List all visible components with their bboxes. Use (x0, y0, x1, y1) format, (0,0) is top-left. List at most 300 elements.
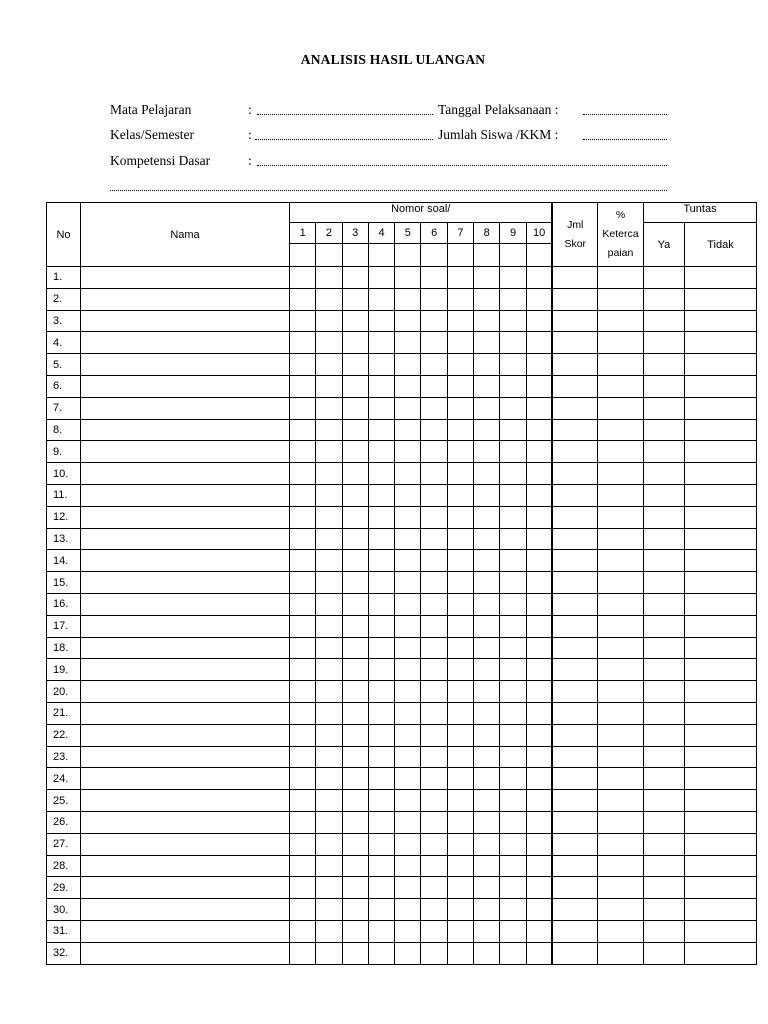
field-jumlah-siswa-kkm[interactable] (583, 139, 667, 140)
tidak-cell[interactable] (684, 506, 756, 528)
percent-cell[interactable] (597, 811, 643, 833)
score-cell-q9[interactable] (500, 419, 526, 441)
score-cell-q10[interactable] (526, 615, 552, 637)
score-cell-q2[interactable] (316, 441, 342, 463)
total-score-cell[interactable] (552, 419, 597, 441)
score-cell-q3[interactable] (342, 724, 368, 746)
ya-cell[interactable] (643, 681, 684, 703)
name-cell[interactable] (81, 942, 290, 964)
score-cell-q4[interactable] (368, 310, 394, 332)
percent-cell[interactable] (597, 746, 643, 768)
score-cell-q10[interactable] (526, 724, 552, 746)
score-cell-q10[interactable] (526, 419, 552, 441)
score-cell-q7[interactable] (447, 659, 473, 681)
score-cell-q3[interactable] (342, 484, 368, 506)
ya-cell[interactable] (643, 811, 684, 833)
ya-cell[interactable] (643, 790, 684, 812)
score-cell-q7[interactable] (447, 463, 473, 485)
score-cell-q10[interactable] (526, 768, 552, 790)
total-score-cell[interactable] (552, 354, 597, 376)
score-cell-q9[interactable] (500, 702, 526, 724)
score-cell-q9[interactable] (500, 746, 526, 768)
score-cell-q1[interactable] (290, 484, 316, 506)
score-cell-q4[interactable] (368, 877, 394, 899)
score-cell-q3[interactable] (342, 528, 368, 550)
score-cell-q8[interactable] (474, 463, 500, 485)
score-cell-q3[interactable] (342, 375, 368, 397)
score-cell-q8[interactable] (474, 920, 500, 942)
score-cell-q3[interactable] (342, 659, 368, 681)
name-cell[interactable] (81, 288, 290, 310)
score-cell-q6[interactable] (421, 768, 447, 790)
score-cell-q5[interactable] (395, 267, 421, 289)
score-cell-q9[interactable] (500, 550, 526, 572)
total-score-cell[interactable] (552, 288, 597, 310)
score-cell-q1[interactable] (290, 463, 316, 485)
score-cell-q1[interactable] (290, 506, 316, 528)
name-cell[interactable] (81, 702, 290, 724)
score-cell-q10[interactable] (526, 441, 552, 463)
score-cell-q2[interactable] (316, 593, 342, 615)
score-cell-q7[interactable] (447, 942, 473, 964)
tidak-cell[interactable] (684, 528, 756, 550)
score-cell-q1[interactable] (290, 637, 316, 659)
score-cell-q6[interactable] (421, 877, 447, 899)
score-cell-q8[interactable] (474, 702, 500, 724)
score-cell-q2[interactable] (316, 724, 342, 746)
name-cell[interactable] (81, 593, 290, 615)
score-cell-q5[interactable] (395, 659, 421, 681)
score-cell-q10[interactable] (526, 484, 552, 506)
percent-cell[interactable] (597, 790, 643, 812)
score-cell-q8[interactable] (474, 332, 500, 354)
score-cell-q1[interactable] (290, 681, 316, 703)
percent-cell[interactable] (597, 877, 643, 899)
score-cell-q6[interactable] (421, 354, 447, 376)
tidak-cell[interactable] (684, 419, 756, 441)
percent-cell[interactable] (597, 768, 643, 790)
tidak-cell[interactable] (684, 702, 756, 724)
total-score-cell[interactable] (552, 855, 597, 877)
score-cell-q4[interactable] (368, 441, 394, 463)
score-cell-q4[interactable] (368, 484, 394, 506)
score-cell-q2[interactable] (316, 681, 342, 703)
score-cell-q6[interactable] (421, 397, 447, 419)
score-cell-q1[interactable] (290, 397, 316, 419)
score-cell-q10[interactable] (526, 899, 552, 921)
score-cell-q4[interactable] (368, 615, 394, 637)
score-cell-q9[interactable] (500, 615, 526, 637)
tidak-cell[interactable] (684, 441, 756, 463)
score-cell-q3[interactable] (342, 855, 368, 877)
score-cell-q6[interactable] (421, 528, 447, 550)
total-score-cell[interactable] (552, 463, 597, 485)
ya-cell[interactable] (643, 855, 684, 877)
name-cell[interactable] (81, 899, 290, 921)
ya-cell[interactable] (643, 528, 684, 550)
ya-cell[interactable] (643, 332, 684, 354)
score-cell-q9[interactable] (500, 920, 526, 942)
score-cell-q8[interactable] (474, 397, 500, 419)
total-score-cell[interactable] (552, 310, 597, 332)
ya-cell[interactable] (643, 375, 684, 397)
field-tanggal-pelaksanaan[interactable] (583, 114, 667, 115)
score-cell-q4[interactable] (368, 855, 394, 877)
score-cell-q6[interactable] (421, 811, 447, 833)
ya-cell[interactable] (643, 637, 684, 659)
ya-cell[interactable] (643, 354, 684, 376)
score-cell-q8[interactable] (474, 855, 500, 877)
score-cell-q9[interactable] (500, 332, 526, 354)
name-cell[interactable] (81, 332, 290, 354)
score-cell-q10[interactable] (526, 702, 552, 724)
percent-cell[interactable] (597, 681, 643, 703)
score-cell-q2[interactable] (316, 397, 342, 419)
tidak-cell[interactable] (684, 550, 756, 572)
score-cell-q10[interactable] (526, 354, 552, 376)
score-cell-q7[interactable] (447, 811, 473, 833)
score-cell-q8[interactable] (474, 899, 500, 921)
score-cell-q7[interactable] (447, 288, 473, 310)
total-score-cell[interactable] (552, 397, 597, 419)
score-cell-q10[interactable] (526, 811, 552, 833)
score-cell-q4[interactable] (368, 746, 394, 768)
score-cell-q10[interactable] (526, 593, 552, 615)
score-cell-q4[interactable] (368, 593, 394, 615)
score-cell-q2[interactable] (316, 790, 342, 812)
score-cell-q2[interactable] (316, 899, 342, 921)
score-cell-q10[interactable] (526, 681, 552, 703)
score-cell-q7[interactable] (447, 397, 473, 419)
name-cell[interactable] (81, 419, 290, 441)
score-cell-q4[interactable] (368, 267, 394, 289)
score-cell-q8[interactable] (474, 724, 500, 746)
score-cell-q1[interactable] (290, 375, 316, 397)
percent-cell[interactable] (597, 310, 643, 332)
score-cell-q9[interactable] (500, 768, 526, 790)
score-cell-q9[interactable] (500, 354, 526, 376)
score-cell-q6[interactable] (421, 681, 447, 703)
score-cell-q9[interactable] (500, 659, 526, 681)
score-cell-q10[interactable] (526, 332, 552, 354)
score-cell-q8[interactable] (474, 615, 500, 637)
ya-cell[interactable] (643, 463, 684, 485)
score-cell-q10[interactable] (526, 572, 552, 594)
score-cell-q1[interactable] (290, 855, 316, 877)
percent-cell[interactable] (597, 702, 643, 724)
total-score-cell[interactable] (552, 332, 597, 354)
score-cell-q3[interactable] (342, 572, 368, 594)
score-cell-q5[interactable] (395, 768, 421, 790)
score-cell-q7[interactable] (447, 267, 473, 289)
score-cell-q4[interactable] (368, 702, 394, 724)
total-score-cell[interactable] (552, 768, 597, 790)
score-cell-q10[interactable] (526, 528, 552, 550)
score-cell-q2[interactable] (316, 637, 342, 659)
score-cell-q7[interactable] (447, 877, 473, 899)
score-cell-q6[interactable] (421, 615, 447, 637)
score-cell-q6[interactable] (421, 310, 447, 332)
score-cell-q1[interactable] (290, 593, 316, 615)
percent-cell[interactable] (597, 484, 643, 506)
score-cell-q7[interactable] (447, 855, 473, 877)
percent-cell[interactable] (597, 375, 643, 397)
score-cell-q9[interactable] (500, 942, 526, 964)
tidak-cell[interactable] (684, 724, 756, 746)
score-cell-q5[interactable] (395, 419, 421, 441)
score-cell-q1[interactable] (290, 528, 316, 550)
score-cell-q7[interactable] (447, 484, 473, 506)
score-cell-q6[interactable] (421, 484, 447, 506)
score-cell-q3[interactable] (342, 463, 368, 485)
name-cell[interactable] (81, 397, 290, 419)
score-cell-q9[interactable] (500, 681, 526, 703)
score-cell-q9[interactable] (500, 397, 526, 419)
tidak-cell[interactable] (684, 310, 756, 332)
score-cell-q6[interactable] (421, 790, 447, 812)
score-cell-q9[interactable] (500, 375, 526, 397)
percent-cell[interactable] (597, 288, 643, 310)
ya-cell[interactable] (643, 397, 684, 419)
score-cell-q10[interactable] (526, 942, 552, 964)
ya-cell[interactable] (643, 506, 684, 528)
tidak-cell[interactable] (684, 375, 756, 397)
ya-cell[interactable] (643, 615, 684, 637)
percent-cell[interactable] (597, 572, 643, 594)
total-score-cell[interactable] (552, 528, 597, 550)
total-score-cell[interactable] (552, 615, 597, 637)
total-score-cell[interactable] (552, 811, 597, 833)
tidak-cell[interactable] (684, 463, 756, 485)
tidak-cell[interactable] (684, 484, 756, 506)
score-cell-q3[interactable] (342, 550, 368, 572)
tidak-cell[interactable] (684, 681, 756, 703)
score-cell-q3[interactable] (342, 942, 368, 964)
percent-cell[interactable] (597, 593, 643, 615)
score-cell-q9[interactable] (500, 463, 526, 485)
name-cell[interactable] (81, 659, 290, 681)
score-cell-q5[interactable] (395, 484, 421, 506)
score-cell-q2[interactable] (316, 528, 342, 550)
score-cell-q6[interactable] (421, 942, 447, 964)
score-cell-q4[interactable] (368, 419, 394, 441)
percent-cell[interactable] (597, 659, 643, 681)
score-cell-q5[interactable] (395, 528, 421, 550)
score-cell-q7[interactable] (447, 637, 473, 659)
score-cell-q8[interactable] (474, 288, 500, 310)
percent-cell[interactable] (597, 899, 643, 921)
name-cell[interactable] (81, 681, 290, 703)
percent-cell[interactable] (597, 724, 643, 746)
score-cell-q9[interactable] (500, 441, 526, 463)
ya-cell[interactable] (643, 441, 684, 463)
percent-cell[interactable] (597, 441, 643, 463)
score-cell-q3[interactable] (342, 615, 368, 637)
score-cell-q4[interactable] (368, 463, 394, 485)
field-kompetensi-dasar[interactable] (257, 165, 667, 166)
score-cell-q7[interactable] (447, 702, 473, 724)
total-score-cell[interactable] (552, 267, 597, 289)
score-cell-q2[interactable] (316, 855, 342, 877)
total-score-cell[interactable] (552, 375, 597, 397)
score-cell-q10[interactable] (526, 855, 552, 877)
score-cell-q5[interactable] (395, 920, 421, 942)
score-cell-q5[interactable] (395, 855, 421, 877)
name-cell[interactable] (81, 484, 290, 506)
score-cell-q2[interactable] (316, 419, 342, 441)
score-cell-q8[interactable] (474, 659, 500, 681)
score-cell-q1[interactable] (290, 659, 316, 681)
score-cell-q9[interactable] (500, 506, 526, 528)
score-cell-q7[interactable] (447, 572, 473, 594)
score-cell-q6[interactable] (421, 572, 447, 594)
tidak-cell[interactable] (684, 790, 756, 812)
score-cell-q5[interactable] (395, 615, 421, 637)
score-cell-q3[interactable] (342, 332, 368, 354)
percent-cell[interactable] (597, 855, 643, 877)
score-cell-q4[interactable] (368, 899, 394, 921)
score-cell-q8[interactable] (474, 593, 500, 615)
score-cell-q3[interactable] (342, 790, 368, 812)
name-cell[interactable] (81, 746, 290, 768)
score-cell-q5[interactable] (395, 942, 421, 964)
score-cell-q1[interactable] (290, 615, 316, 637)
score-cell-q1[interactable] (290, 790, 316, 812)
score-cell-q7[interactable] (447, 899, 473, 921)
score-cell-q2[interactable] (316, 354, 342, 376)
percent-cell[interactable] (597, 419, 643, 441)
score-cell-q2[interactable] (316, 659, 342, 681)
total-score-cell[interactable] (552, 637, 597, 659)
score-cell-q9[interactable] (500, 267, 526, 289)
ya-cell[interactable] (643, 484, 684, 506)
score-cell-q1[interactable] (290, 833, 316, 855)
score-cell-q6[interactable] (421, 855, 447, 877)
name-cell[interactable] (81, 267, 290, 289)
score-cell-q3[interactable] (342, 920, 368, 942)
score-cell-q8[interactable] (474, 484, 500, 506)
score-cell-q2[interactable] (316, 920, 342, 942)
score-cell-q10[interactable] (526, 550, 552, 572)
field-kelas-semester[interactable] (255, 139, 433, 140)
score-cell-q7[interactable] (447, 920, 473, 942)
score-cell-q5[interactable] (395, 811, 421, 833)
score-cell-q10[interactable] (526, 310, 552, 332)
score-cell-q4[interactable] (368, 920, 394, 942)
score-cell-q9[interactable] (500, 637, 526, 659)
score-cell-q1[interactable] (290, 310, 316, 332)
name-cell[interactable] (81, 550, 290, 572)
score-cell-q2[interactable] (316, 702, 342, 724)
score-cell-q1[interactable] (290, 877, 316, 899)
total-score-cell[interactable] (552, 681, 597, 703)
score-cell-q2[interactable] (316, 288, 342, 310)
score-cell-q5[interactable] (395, 724, 421, 746)
score-cell-q9[interactable] (500, 310, 526, 332)
tidak-cell[interactable] (684, 942, 756, 964)
tidak-cell[interactable] (684, 877, 756, 899)
score-cell-q3[interactable] (342, 288, 368, 310)
field-mata-pelajaran[interactable] (257, 114, 433, 115)
score-cell-q9[interactable] (500, 855, 526, 877)
score-cell-q7[interactable] (447, 375, 473, 397)
name-cell[interactable] (81, 833, 290, 855)
score-cell-q5[interactable] (395, 332, 421, 354)
score-cell-q8[interactable] (474, 572, 500, 594)
ya-cell[interactable] (643, 877, 684, 899)
name-cell[interactable] (81, 877, 290, 899)
score-cell-q4[interactable] (368, 288, 394, 310)
name-cell[interactable] (81, 920, 290, 942)
tidak-cell[interactable] (684, 267, 756, 289)
score-cell-q4[interactable] (368, 572, 394, 594)
score-cell-q10[interactable] (526, 746, 552, 768)
score-cell-q5[interactable] (395, 790, 421, 812)
score-cell-q2[interactable] (316, 572, 342, 594)
score-cell-q8[interactable] (474, 506, 500, 528)
score-cell-q2[interactable] (316, 310, 342, 332)
tidak-cell[interactable] (684, 746, 756, 768)
score-cell-q5[interactable] (395, 463, 421, 485)
score-cell-q10[interactable] (526, 506, 552, 528)
score-cell-q7[interactable] (447, 506, 473, 528)
total-score-cell[interactable] (552, 506, 597, 528)
score-cell-q5[interactable] (395, 833, 421, 855)
score-cell-q1[interactable] (290, 768, 316, 790)
name-cell[interactable] (81, 790, 290, 812)
score-cell-q5[interactable] (395, 310, 421, 332)
score-cell-q6[interactable] (421, 746, 447, 768)
percent-cell[interactable] (597, 267, 643, 289)
score-cell-q4[interactable] (368, 397, 394, 419)
score-cell-q5[interactable] (395, 506, 421, 528)
score-cell-q7[interactable] (447, 593, 473, 615)
score-cell-q6[interactable] (421, 593, 447, 615)
score-cell-q6[interactable] (421, 506, 447, 528)
ya-cell[interactable] (643, 419, 684, 441)
score-cell-q4[interactable] (368, 811, 394, 833)
name-cell[interactable] (81, 441, 290, 463)
score-cell-q4[interactable] (368, 528, 394, 550)
score-cell-q4[interactable] (368, 790, 394, 812)
total-score-cell[interactable] (552, 790, 597, 812)
percent-cell[interactable] (597, 463, 643, 485)
total-score-cell[interactable] (552, 877, 597, 899)
score-cell-q3[interactable] (342, 746, 368, 768)
score-cell-q2[interactable] (316, 615, 342, 637)
name-cell[interactable] (81, 572, 290, 594)
name-cell[interactable] (81, 375, 290, 397)
score-cell-q7[interactable] (447, 441, 473, 463)
name-cell[interactable] (81, 615, 290, 637)
score-cell-q3[interactable] (342, 441, 368, 463)
score-cell-q8[interactable] (474, 310, 500, 332)
score-cell-q4[interactable] (368, 506, 394, 528)
score-cell-q2[interactable] (316, 942, 342, 964)
score-cell-q9[interactable] (500, 790, 526, 812)
score-cell-q9[interactable] (500, 593, 526, 615)
tidak-cell[interactable] (684, 332, 756, 354)
score-cell-q8[interactable] (474, 746, 500, 768)
score-cell-q4[interactable] (368, 637, 394, 659)
score-cell-q1[interactable] (290, 899, 316, 921)
tidak-cell[interactable] (684, 593, 756, 615)
score-cell-q6[interactable] (421, 550, 447, 572)
score-cell-q5[interactable] (395, 441, 421, 463)
ya-cell[interactable] (643, 942, 684, 964)
score-cell-q1[interactable] (290, 441, 316, 463)
score-cell-q1[interactable] (290, 811, 316, 833)
